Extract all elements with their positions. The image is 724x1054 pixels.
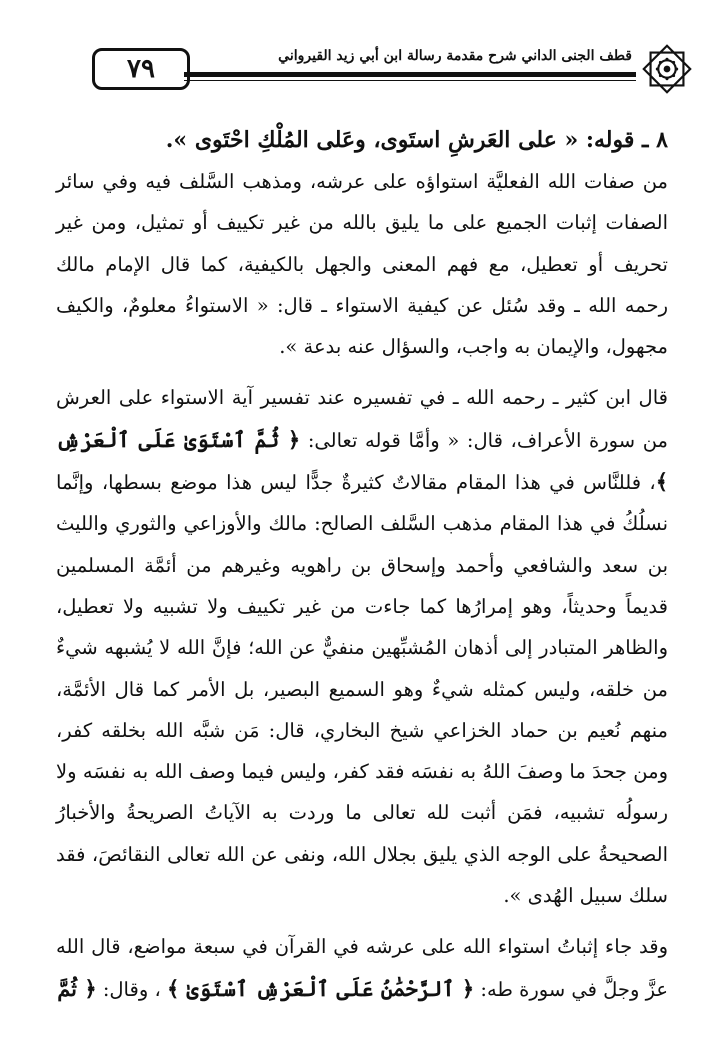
header-rule-thin	[184, 80, 636, 81]
page-number-box	[92, 48, 190, 90]
quran-verse: ﴿ ثُمَّ ٱسْتَوَىٰ عَلَى ٱلْعَرْشِ ﴾	[56, 426, 668, 495]
paragraph-2-body: ، فللنَّاس في هذا المقام مقالاتٌ كثيرةٌ جدًّا ليس هذا موضع بسطها، وإنَّما نسلُكُ في هذا المقام مذهب السَّلف الصالح: مالك والأوزاعي والثوري والليث بن سعد والشافعي وأحمد وإسحاق بن راهويه وغيرهم من أئمَّة المسلمين قديماً وحديثاً، وهو إمرارُها كما جاءت من غير تكييف ولا تشبيه ولا تعطيل، والظاهر المتبادر إلى أذهان المُشبِّهين منفيٌّ عن الله؛ فإنَّ الله لا يُشبهه شيءٌ من خلقه، وليس كمثله شيءٌ وهو السميع البصير، بل الأمر كما قال الأئمَّة، منهم نُعيم بن حماد الخزاعي شيخ البخاري، قال: مَن شبَّه الله بخلقه كفر، ومن جحدَ ما وصفَ اللهُ به نفسَه فقد كفر، وليس فيما وصف الله به نفسَه ولا رسولُه تشبيه، فمَن أثبت لله تعالى ما وردت به الآياتُ الصريحةُ والأخبارُ الصحيحةُ على الوجه الذي يليق بجلال الله، ونفى عن الله تعالى النقائصَ، فقد سلك سبيل الهُدى ».	[56, 471, 668, 908]
quran-verse-taha: ﴿ ٱلرَّحْمَٰنُ عَلَى ٱلْعَرْشِ ٱسْتَوَىٰ ﴾	[166, 975, 475, 1001]
section-heading	[56, 120, 668, 161]
heading-quote: على العَرشِ استَوى، وعَلى المُلْكِ احْتَوى	[187, 127, 565, 153]
eight-point-star-ornament-icon	[638, 40, 696, 98]
paragraph-3	[56, 926, 668, 1010]
paragraph-3-intro: وقد جاء إثباتُ استواء الله على عرشه في القرآن في سبعة مواضع، قال الله عزَّ وجلَّ في سورة طه:	[56, 935, 668, 1001]
paragraph-2-intro: قال ابن كثير ـ رحمه الله ـ في تفسيره عند تفسير آية الاستواء على العرش من سورة الأعراف، قال: « وأمَّا قوله تعالى:	[56, 386, 668, 452]
header-rule	[184, 72, 636, 77]
paragraph-3-connector: ، وقال:	[96, 977, 167, 1001]
paragraph-2	[56, 377, 668, 916]
section-number: ٨ ـ قوله	[594, 127, 668, 153]
heading-open-quote: : «	[564, 127, 595, 153]
heading-close-quote: ».	[165, 127, 188, 153]
quran-verse-continued: ﴿ ثُمَّ	[57, 975, 97, 1001]
running-title: قطف الجنى الداني شرح مقدمة رسالة ابن أبي زيد القيرواني	[278, 48, 632, 64]
page-number: ٧٩	[127, 54, 155, 84]
paragraph-1: من صفات الله الفعليَّة استواؤه على عرشه، ومذهب السَّلف فيه وفي سائر الصفات إثبات الجميع على ما يليق بالله من غير تكييف أو تمثيل، ومن غير تحريف أو تعطيل، مع فهم المعنى والجهل بالكيفية، كما قال الإمام مالك رحمه الله ـ وقد سُئل عن كيفية الاستواء ـ قال: « الاستواءُ معلومٌ، والكيف مجهول، والإيمان به واجب، والسؤال عنه بدعة ».	[56, 170, 668, 359]
page-body	[56, 120, 668, 1010]
page-header	[62, 36, 702, 98]
